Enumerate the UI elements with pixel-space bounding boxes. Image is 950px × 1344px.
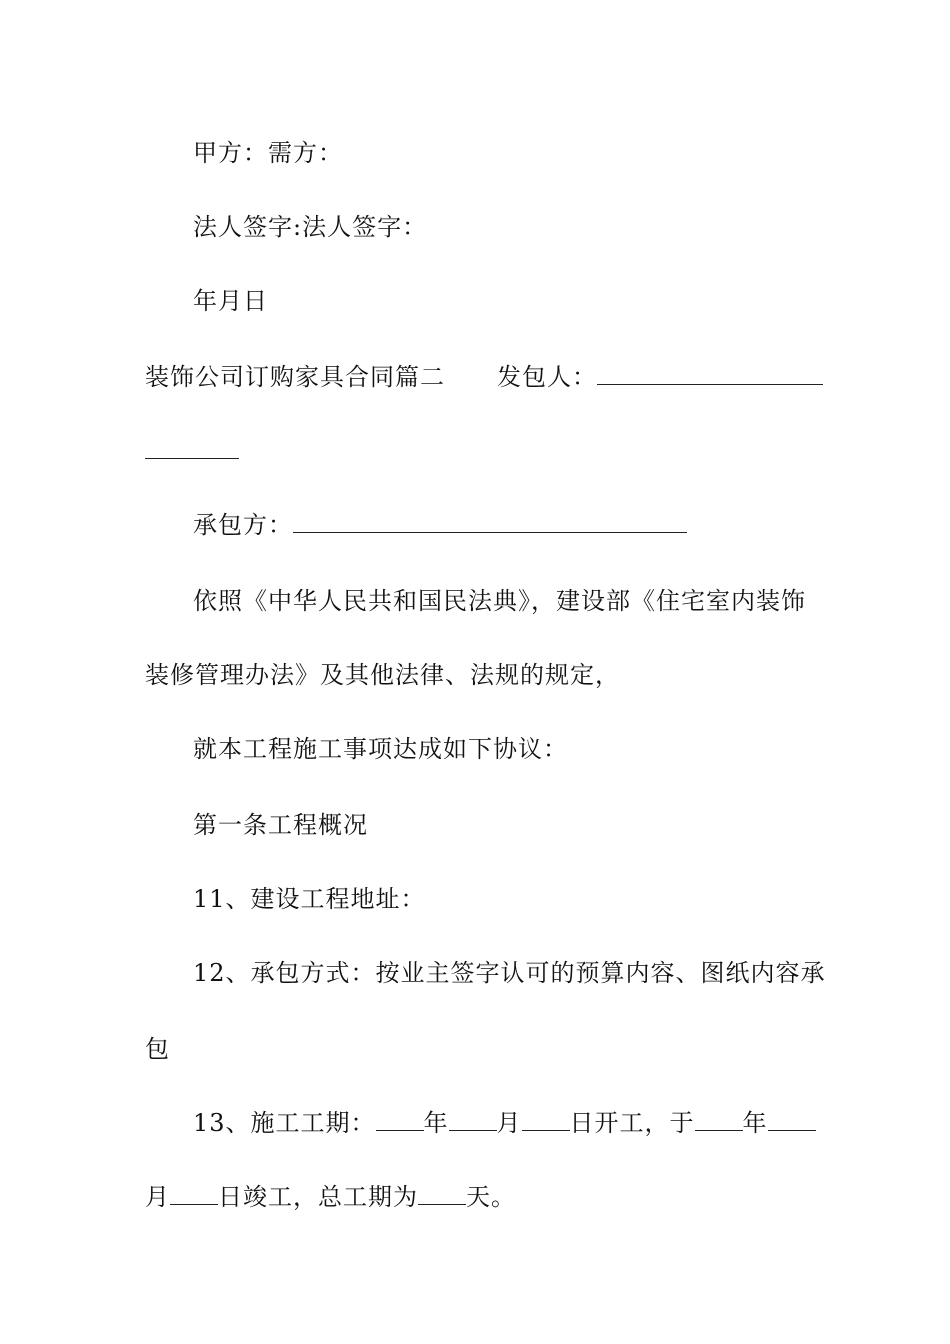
date-line — [145, 286, 858, 316]
end-year-blank — [695, 1108, 743, 1131]
basis-continuation-line — [145, 660, 810, 690]
paragraph-text: 依照《中华人民共和国民法典》，建设部《住宅室内装饰 — [193, 587, 806, 615]
clause-text: 11、建设工程地址： — [193, 885, 426, 913]
article-heading: 第一条工程概况 — [193, 811, 368, 839]
clause-text: 包 — [145, 1035, 170, 1063]
end-month-blank-start — [768, 1108, 816, 1131]
title-employer-line — [145, 362, 810, 392]
contract-method-continuation-line — [145, 1034, 810, 1064]
address-line — [145, 884, 858, 914]
employer-blank-continued — [145, 436, 239, 459]
paragraph-text: 就本工程施工事项达成如下协议： — [193, 735, 568, 763]
date-label: 年月日 — [193, 287, 268, 315]
start-month-blank — [449, 1108, 497, 1131]
party-label: 甲方：需方： — [193, 139, 343, 167]
basis-line — [145, 586, 858, 616]
schedule-continuation-line — [145, 1182, 810, 1212]
section-title: 装饰公司订购家具合同篇二 — [145, 363, 445, 391]
days-label: 天。 — [466, 1183, 516, 1211]
start-text: 日开工，于 — [569, 1109, 695, 1137]
employer-continuation-line — [145, 436, 810, 466]
start-day-blank — [522, 1108, 570, 1131]
start-year-blank — [376, 1108, 424, 1131]
paragraph-text: 装修管理办法》及其他法律、法规的规定， — [145, 661, 620, 689]
end-day-blank — [170, 1182, 218, 1205]
duration-blank — [418, 1182, 466, 1205]
year-label: 年 — [423, 1109, 449, 1137]
employer-label: 发包人： — [497, 363, 597, 391]
contractor-blank — [293, 510, 687, 533]
contractor-label: 承包方： — [193, 511, 293, 539]
clause-text: 12、承包方式：按业主签字认可的预算内容、图纸内容承 — [193, 959, 826, 987]
schedule-line — [145, 1108, 858, 1138]
article-heading-line — [145, 810, 858, 840]
agreement-line — [145, 734, 858, 764]
schedule-prefix: 13、施工工期： — [193, 1109, 376, 1137]
year-label: 年 — [742, 1109, 768, 1137]
contractor-line — [145, 510, 858, 540]
completion-text: 日竣工，总工期为 — [218, 1183, 418, 1211]
contract-method-line — [145, 958, 858, 988]
party-a-line — [145, 138, 858, 168]
employer-blank — [597, 362, 823, 385]
month-label: 月 — [145, 1183, 170, 1211]
signature-line — [145, 212, 858, 242]
month-label: 月 — [496, 1109, 522, 1137]
signature-label: 法人签字:法人签字： — [193, 213, 428, 241]
